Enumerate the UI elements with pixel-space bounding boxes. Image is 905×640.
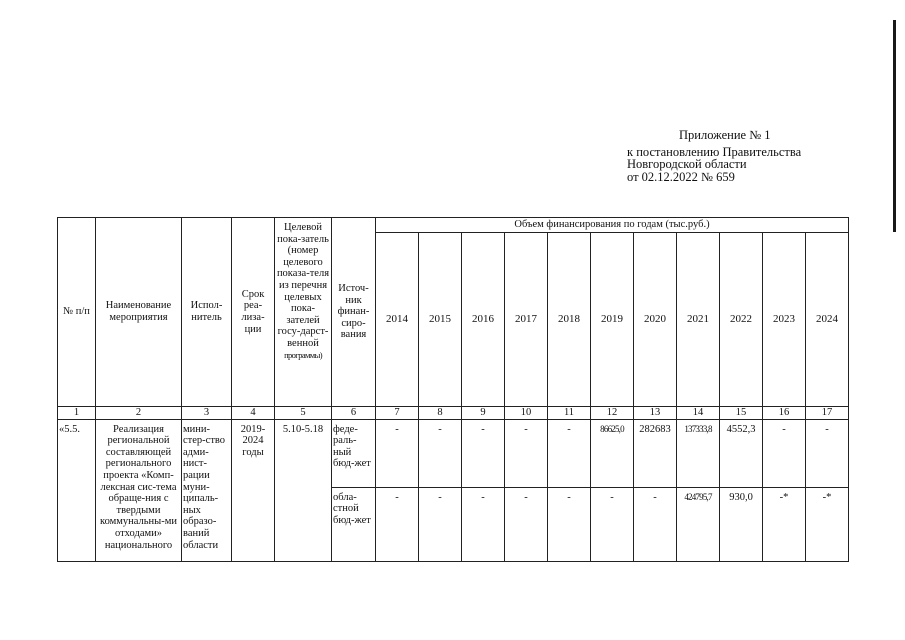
header-target-text: Целевой пока-затель (номер целевого показа-теля из перечня целевых пока-зателей госу-дарст-венной [276, 222, 330, 349]
funding-table [57, 217, 849, 562]
funding-value: - [548, 487, 591, 561]
column-numbers-row [58, 407, 849, 420]
funding-value: 137333,8 [677, 419, 720, 487]
funding-value: -* [806, 487, 849, 561]
funding-value: 930,0 [720, 487, 763, 561]
header-year: 2023 [763, 233, 806, 407]
page-edge-line [893, 20, 896, 232]
funding-value: - [505, 419, 548, 487]
header-source: Источ-ник финан-сиро-вания [332, 218, 376, 407]
column-number: 7 [376, 407, 419, 420]
funding-value: - [462, 487, 505, 561]
funding-value: - [505, 487, 548, 561]
appendix-line-resolution: к постановлению Правительства [627, 144, 802, 159]
row-term: 2019-2024 годы [232, 419, 275, 561]
row-number: «5.5. [58, 419, 96, 561]
header-year: 2018 [548, 233, 591, 407]
funding-value: - [634, 487, 677, 561]
funding-value: - [591, 487, 634, 561]
funding-value: - [806, 419, 849, 487]
row-activity-name: Реализация региональной составляющей регионального проекта «Комп-лексная сис-тема обраще-ния с твердыми коммунальны-ми отходами» национального [96, 419, 182, 561]
header-year: 2017 [505, 233, 548, 407]
header-year: 2022 [720, 233, 763, 407]
header-year: 2016 [462, 233, 505, 407]
funding-value: 86625,0 [591, 419, 634, 487]
column-number: 12 [591, 407, 634, 420]
header-name: Наименование мероприятия [96, 218, 182, 407]
funding-value: - [763, 419, 806, 487]
appendix-header [627, 129, 801, 183]
header-num: № п/п [58, 218, 96, 407]
column-number: 16 [763, 407, 806, 420]
funding-value: 424795,7 [677, 487, 720, 561]
funding-value: - [419, 487, 462, 561]
funding-value: - [376, 487, 419, 561]
column-number: 1 [58, 407, 96, 420]
column-number: 5 [275, 407, 332, 420]
column-number: 8 [419, 407, 462, 420]
funding-value: 282683 [634, 419, 677, 487]
header-year: 2019 [591, 233, 634, 407]
column-number: 13 [634, 407, 677, 420]
header-year: 2024 [806, 233, 849, 407]
header-year: 2020 [634, 233, 677, 407]
header-year: 2014 [376, 233, 419, 407]
row-funding-source: обла-стной бюд-жет [332, 487, 376, 561]
header-year: 2015 [419, 233, 462, 407]
appendix-title: Приложение № 1 [679, 128, 771, 142]
header-target-tail: программы) [284, 349, 322, 360]
column-number: 9 [462, 407, 505, 420]
column-number: 17 [806, 407, 849, 420]
table-row-federal [58, 419, 849, 487]
column-number: 4 [232, 407, 275, 420]
header-term: Срок реа-лиза-ции [232, 218, 275, 407]
funding-value: - [462, 419, 505, 487]
header-target [275, 218, 332, 407]
column-number: 15 [720, 407, 763, 420]
funding-value: - [376, 419, 419, 487]
funding-value: -* [763, 487, 806, 561]
column-number: 10 [505, 407, 548, 420]
column-number: 11 [548, 407, 591, 420]
header-funding: Объем финансирования по годам (тыс.руб.) [376, 218, 849, 233]
column-number: 3 [182, 407, 232, 420]
funding-value: 4552,3 [720, 419, 763, 487]
row-funding-source: феде-раль-ный бюд-жет [332, 419, 376, 487]
header-year: 2021 [677, 233, 720, 407]
appendix-line-region: Новгородской области [627, 157, 747, 172]
row-target: 5.10-5.18 [275, 419, 332, 561]
header-executor: Испол-нитель [182, 218, 232, 407]
column-number: 14 [677, 407, 720, 420]
appendix-line-date: от 02.12.2022 № 659 [627, 169, 735, 184]
column-number: 2 [96, 407, 182, 420]
column-number: 6 [332, 407, 376, 420]
funding-value: - [548, 419, 591, 487]
row-executor: мини-стер-ство адми-нист-рации муни-ципаль-ных образо-ваний области [182, 419, 232, 561]
funding-value: - [419, 419, 462, 487]
